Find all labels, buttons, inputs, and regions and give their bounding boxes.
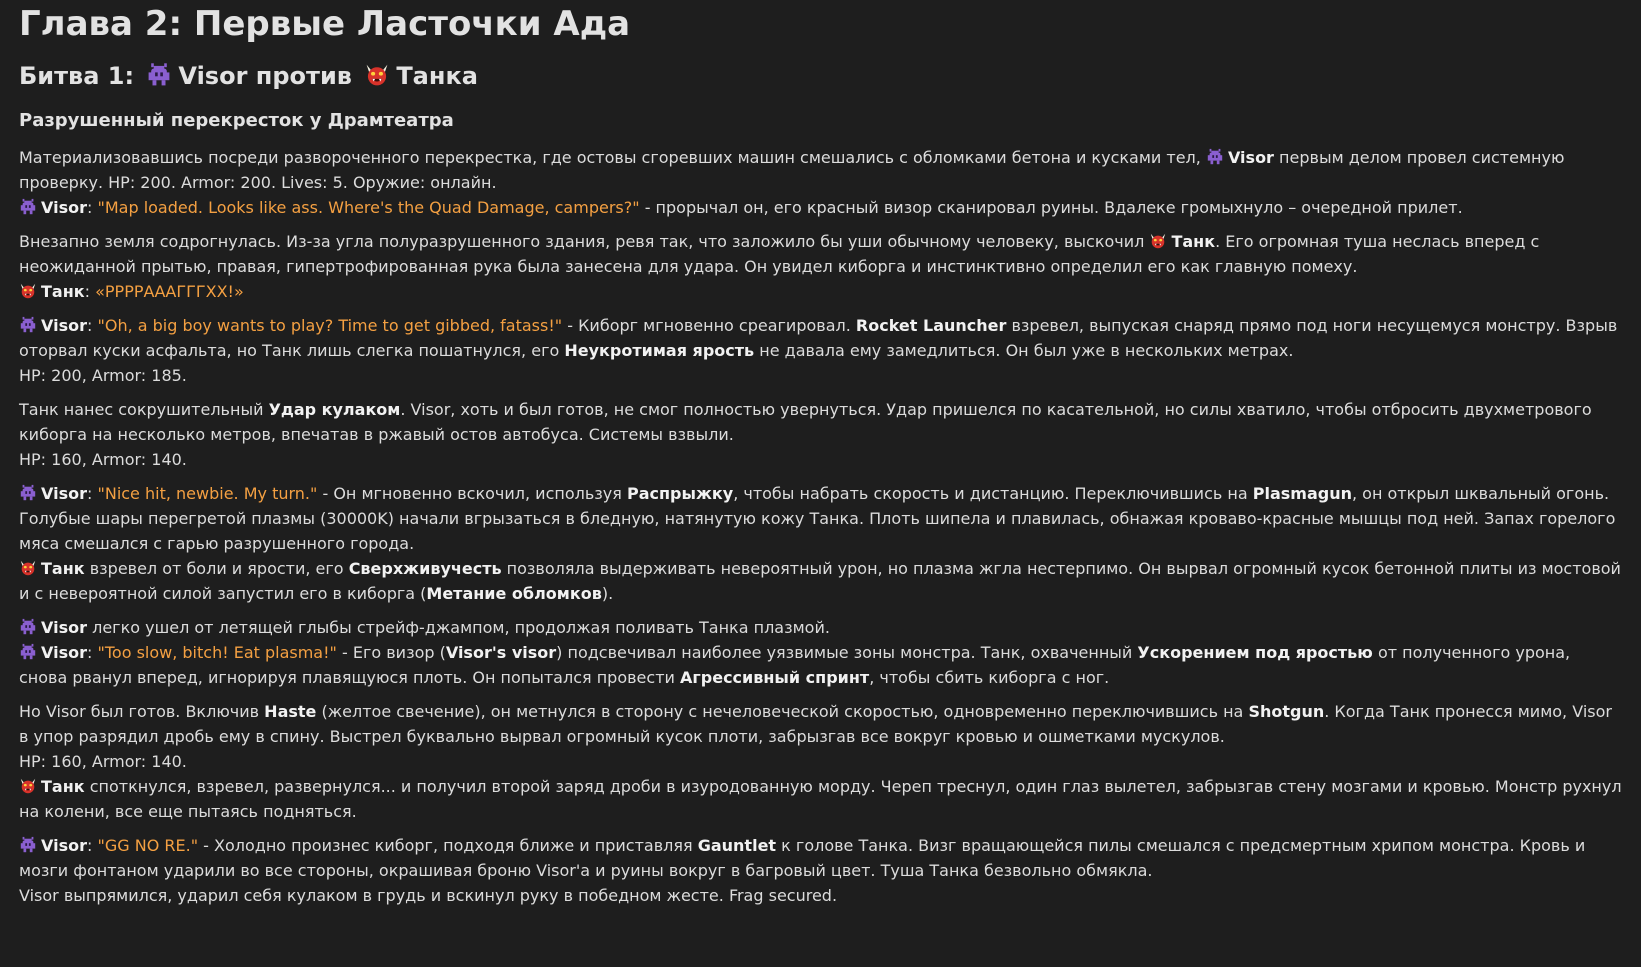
battle-versus: против <box>255 62 352 90</box>
weapon-name: Shotgun <box>1248 702 1325 721</box>
document <box>19 0 1623 908</box>
text-span: - Его визор ( <box>341 643 446 662</box>
text-span: - прорычал он, его красный визор сканировал руины. Вдалеке громыхнуло – очередной прилет. <box>644 198 1463 217</box>
chapter-title: Глава 2: Первые Ласточки Ада <box>19 4 631 44</box>
text-span: , чтобы сбить киборга с ног. <box>869 668 1110 687</box>
location-heading: Разрушенный перекресток у Драмтеатра <box>19 110 454 131</box>
speaker-name: Танк <box>41 777 85 796</box>
speaker-name: Visor <box>1227 148 1274 167</box>
stats-line: HP: 160, Armor: 140. <box>19 752 187 771</box>
battle-title <box>19 56 1623 96</box>
text-span: ) подсвечивал наиболее уязвимые зоны монстра. Танк, охваченный <box>556 643 1133 662</box>
dialogue-quote: "Too slow, bitch! Eat plasma!" <box>97 643 337 662</box>
ability-name: Агрессивный спринт <box>680 668 870 687</box>
ability-name: Распрыжку <box>626 484 734 503</box>
closing-line: Visor выпрямился, ударил себя кулаком в грудь и вскинул руку в победном жесте. Frag secured. <box>19 886 838 905</box>
text-span: Танк нанес сокрушительный <box>19 400 264 419</box>
paragraph-8: Visor: "GG NO RE." - Холодно произнес киборг, подходя ближе и приставляя Gauntlet к голове Танка. Визг вращающейся пилы смешался с предсмертным хрипом монстра. Кровь и мозги фонтаном ударили во все стороны, окрашивая броню Visor'a и руины вокруг в багровый цвет. Туша Танка безвольно обмякла. Visor выпрямился, ударил себя кулаком в грудь и вскинул руку в победном жесте. Frag secured. <box>19 833 1623 908</box>
dialogue-quote: "GG NO RE." <box>97 836 199 855</box>
text-span: от полученного урона, снова рванул вперед, игнорируя плавящуюся плоть. Он попытался провести <box>19 643 1571 687</box>
alien-monster-icon <box>19 836 37 854</box>
text-span: - Он мгновенно вскочил, используя <box>322 484 622 503</box>
ogre-icon <box>19 777 37 795</box>
battle-fighter1: Visor <box>178 62 248 90</box>
speaker-name: Танк <box>1171 232 1216 251</box>
ability-name: Visor's visor <box>445 643 557 662</box>
speaker-name: Visor <box>41 316 87 335</box>
dialogue-quote: "Map loaded. Looks like ass. Where's the Quad Damage, campers?" <box>97 198 640 217</box>
text-span: - Холодно произнес киборг, подходя ближе и приставляя <box>203 836 693 855</box>
speaker-name: Visor <box>41 836 87 855</box>
text-span: - Киборг мгновенно среагировал. <box>567 316 851 335</box>
alien-monster-icon <box>1206 148 1224 166</box>
text-span: позволяла выдерживать невероятный урон, но плазма жгла нестерпимо. Он вырвал огромный кусок бетонной плиты из мостовой и с невероятной силой запустил его в киборга ( <box>19 559 1621 603</box>
text-span: . Visor, хоть и был готов, не смог полностью увернуться. Удар пришелся по касательной, но силы хватило, чтобы отбросить двухметрового киборга на несколько метров, впечатав в ржавый остов автобуса. Системы взвыли. <box>19 400 1592 444</box>
text-span: не давала ему замедлиться. Он был уже в нескольких метрах. <box>759 341 1294 360</box>
ogre-icon <box>364 62 390 88</box>
paragraph-4 <box>19 397 1623 472</box>
ability-name: Метание обломков <box>426 584 602 603</box>
paragraph-3: Visor: "Oh, a big boy wants to play? Time to get gibbed, fatass!" - Киборг мгновенно среагировал. Rocket Launcher взревел, выпуская снаряд прямо под ноги несущемуся монстру. Взрыв оторвал куски асфальта, но Танк лишь слегка пошатнулся, его Неукротимая ярость не давала ему замедлиться. Он был уже в нескольких метрах. HP: 200, Armor: 185. <box>19 313 1623 388</box>
text-span: легко ушел от летящей глыбы стрейф-джампом, продолжая поливать Танка плазмой. <box>92 618 830 637</box>
stats-line: HP: 160, Armor: 140. <box>19 450 187 469</box>
paragraph-2: Внезапно земля содрогнулась. Из-за угла полуразрушенного здания, ревя так, что заложило бы уши обычному человеку, выскочил Танк. Его огромная туша неслась вперед с неожиданной прытью, правая, гипертрофированная рука была занесена для удара. Он увидел киборга и инстинктивно определил его как главную помеху. Танк: «РРРРАААГГГХХ!» <box>19 232 1540 301</box>
alien-monster-icon <box>19 618 37 636</box>
paragraph-7 <box>19 699 1623 824</box>
alien-monster-icon <box>19 643 37 661</box>
alien-monster-icon <box>146 62 172 88</box>
alien-monster-icon <box>19 316 37 334</box>
speaker-name: Visor <box>41 643 87 662</box>
speaker-name: Visor <box>41 198 87 217</box>
text-span: взревел от боли и ярости, его <box>89 559 344 578</box>
battle-fighter2: Танка <box>396 62 478 90</box>
speaker-name: Visor <box>41 484 87 503</box>
text-span: первым делом провел системную проверку. HP: 200. Armor: 200. Lives: 5. Оружие: онлайн. <box>19 148 1565 192</box>
speaker-name: Танк <box>41 282 85 301</box>
dialogue-quote: "Oh, a big boy wants to play? Time to get gibbed, fatass!" <box>97 316 563 335</box>
text-span: Внезапно земля содрогнулась. Из-за угла полуразрушенного здания, ревя так, что заложило бы уши обычному человеку, выскочил <box>19 232 1145 251</box>
stats-line: HP: 200, Armor: 185. <box>19 366 187 385</box>
ogre-icon <box>19 559 37 577</box>
powerup-name: Haste <box>264 702 317 721</box>
ogre-icon <box>1149 232 1167 250</box>
dialogue-quote: «РРРРАААГГГХХ!» <box>95 282 244 301</box>
weapon-name: Plasmagun <box>1252 484 1352 503</box>
ogre-icon <box>19 282 37 300</box>
text-span: ). <box>601 584 614 603</box>
speaker-name: Танк <box>41 559 85 578</box>
ability-name: Неукротимая ярость <box>564 341 755 360</box>
text-span: , он открыл шквальный огонь. Голубые шары перегретой плазмы (30000K) начали вгрызаться в бледную, натянутую кожу Танка. Плоть шипела и плавилась, обнажая кроваво-красные мышцы под ней. Запах горелого мяса смешался с гарью разрушенного города. <box>19 484 1616 553</box>
text-span: споткнулся, взревел, развернулся... и получил второй заряд дроби в изуродованную морду. Череп треснул, один глаз вылетел, забрызгав стену мозгами и кровью. Монстр рухнул на колени, все еще пытаясь подняться. <box>19 777 1622 821</box>
text-span: Но Visor был готов. Включив <box>19 702 260 721</box>
ability-name: Ускорением под яростью <box>1137 643 1373 662</box>
alien-monster-icon <box>19 198 37 216</box>
text-span: . Его огромная туша неслась вперед с неожиданной прытью, правая, гипертрофированная рука была занесена для удара. Он увидел киборга и инстинктивно определил его как главную помеху. <box>19 232 1540 276</box>
weapon-name: Rocket Launcher <box>855 316 1007 335</box>
weapon-name: Gauntlet <box>697 836 777 855</box>
text-span: взревел, выпуская снаряд прямо под ноги несущемуся монстру. Взрыв оторвал куски асфальта, но Танк лишь слегка пошатнулся, его <box>19 316 1618 360</box>
dialogue-quote: "Nice hit, newbie. My turn." <box>97 484 318 503</box>
text-span: . Когда Танк пронесся мимо, Visor в упор разрядил дробь ему в спину. Выстрел буквально вырвал огромный кусок плоти, забрызгав все вокруг кровью и ошметками мускулов. <box>19 702 1612 746</box>
paragraph-1: Материализовавшись посреди развороченного перекрестка, где остовы сгоревших машин смешались с обломками бетона и кусками тел, Visor первым делом провел системную проверку. HP: 200. Armor: 200. Lives: 5. Оружие: онлайн. Visor: "Map loaded. Looks like ass. Where's the Quad Damage, campers?" - прорычал он, его красный визор сканировал руины. Вдалеке громыхнуло – очередной прилет. <box>19 148 1565 217</box>
ability-name: Сверхживучесть <box>348 559 502 578</box>
text-span: к голове Танка. Визг вращающейся пилы смешался с предсмертным хрипом монстра. Кровь и мозги фонтаном ударили во все стороны, окрашивая броню Visor'a и руины вокруг в багровый цвет. Туша Танка безвольно обмякла. <box>19 836 1586 880</box>
battle-prefix: Битва 1: <box>19 62 135 90</box>
ability-name: Удар кулаком <box>268 400 401 419</box>
text-span: , чтобы набрать скорость и дистанцию. Переключившись на <box>733 484 1248 503</box>
text-span: Материализовавшись посреди развороченного перекрестка, где остовы сгоревших машин смешались с обломками бетона и кусками тел, <box>19 148 1201 167</box>
alien-monster-icon <box>19 484 37 502</box>
paragraph-6: Visor легко ушел от летящей глыбы стрейф-джампом, продолжая поливать Танка плазмой. Visor: "Too slow, bitch! Eat plasma!" - Его визор (Visor's visor) подсвечивал наиболее уязвимые зоны монстра. Танк, охваченный Ускорением под яростью от полученного урона, снова рванул вперед, игнорируя плавящуюся плоть. Он попытался провести Агрессивный спринт, чтобы сбить киборга с ног. <box>19 618 1571 687</box>
speaker-name: Visor <box>41 618 87 637</box>
text-span: (желтое свечение), он метнулся в сторону с нечеловеческой скоростью, одновременно переключившись на <box>321 702 1244 721</box>
paragraph-5: Visor: "Nice hit, newbie. My turn." - Он мгновенно вскочил, используя Распрыжку, чтобы набрать скорость и дистанцию. Переключившись на Plasmagun, он открыл шквальный огонь. Голубые шары перегретой плазмы (30000K) начали вгрызаться в бледную, натянутую кожу Танка. Плоть шипела и плавилась, обнажая кроваво-красные мышцы под ней. Запах горелого мяса смешался с гарью разрушенного города. Танк взревел от боли и ярости, его Сверхживучесть позволяла выдерживать невероятный урон, но плазма жгла нестерпимо. Он вырвал огромный кусок бетонной плиты из мостовой и с невероятной силой запустил его в киборга (Метание обломков). <box>19 484 1621 603</box>
